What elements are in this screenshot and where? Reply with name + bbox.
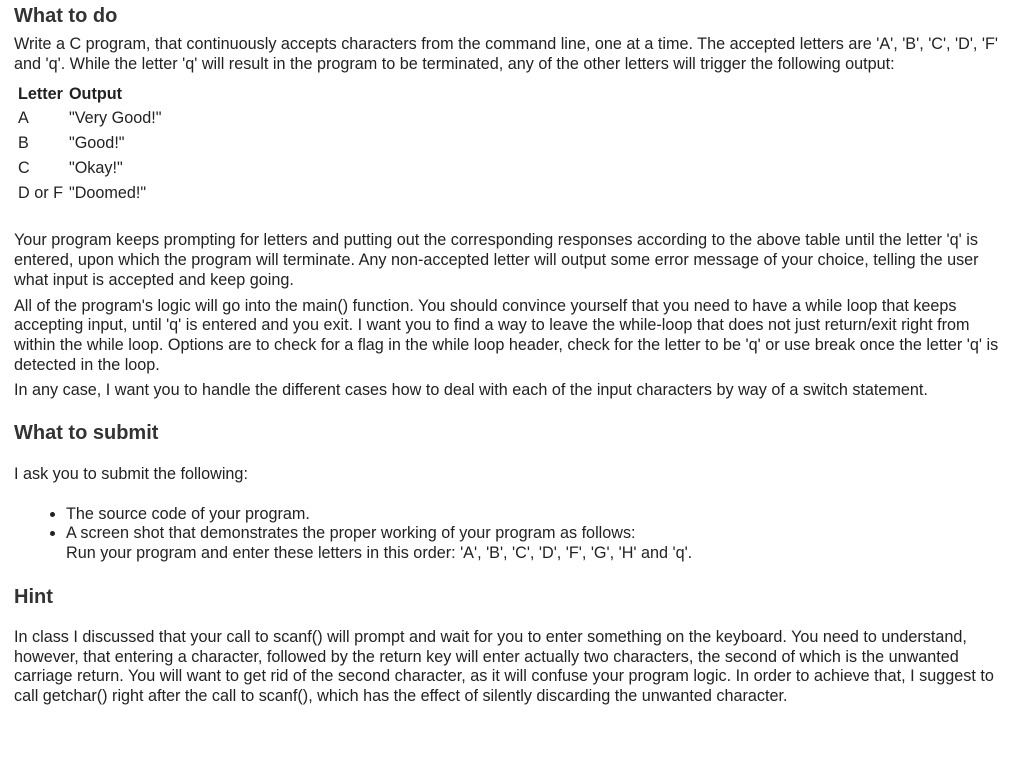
submit-intro-paragraph: I ask you to submit the following:: [14, 465, 248, 484]
submit-list: [14, 505, 1010, 564]
table-row: [16, 181, 163, 206]
table-cell-output: "Okay!": [68, 159, 123, 178]
table-row: [16, 106, 163, 131]
list-item-text: The source code of your program.: [66, 504, 310, 523]
table-cell-letter: C: [18, 159, 30, 178]
heading-what-to-submit: What to submit: [14, 422, 159, 445]
list-item-text: A screen shot that demonstrates the proper working of your program as follows:: [66, 524, 636, 543]
table-cell-output: "Good!": [68, 134, 125, 153]
letter-output-table: [16, 82, 163, 206]
intro-paragraph: Write a C program, that continuously accepts characters from the command line, one at a time. The accepted letters are 'A', 'B', 'C', 'D', 'F' and 'q'. While the letter 'q' will result in the program to be terminated, any of the other letters will trigger the following output:: [14, 35, 998, 73]
list-item: [66, 505, 1010, 525]
hint-paragraph: In class I discussed that your call to scanf() will prompt and wait for you to enter something on the keyboard. You need to understand, however, that entering a character, followed by the return key will enter actually two characters, the second of which is the unwanted carriage return. You will want to get rid of the second character, as it will confuse your program logic. In order to achieve that, I suggest to call getchar() right after the call to scanf(), which has the effect of silently discarding the unwanted character.: [14, 627, 994, 705]
heading-what-to-do: What to do: [14, 5, 118, 27]
list-item: [66, 524, 1010, 563]
heading-hint: Hint: [14, 585, 53, 608]
paragraph-switch-statement: In any case, I want you to handle the different cases how to deal with each of the input characters by way of a switch statement.: [14, 381, 928, 400]
table-cell-letter: B: [18, 134, 29, 153]
table-cell-letter: D or F: [18, 184, 63, 203]
table-row: [16, 131, 163, 156]
paragraph-program-loop: Your program keeps prompting for letters and putting out the corresponding responses according to the above table until the letter 'q' is entered, upon which the program will terminate. Any non-accepted letter will output some error message of your choice, telling the user what input is accepted and keep going.: [14, 231, 979, 289]
list-item-subtext: Run your program and enter these letters in this order: 'A', 'B', 'C', 'D', 'F', 'G', 'H' and 'q'.: [66, 544, 693, 563]
table-cell-letter: A: [18, 109, 29, 128]
table-cell-output: "Very Good!": [68, 109, 162, 128]
table-header-row: [16, 82, 163, 106]
table-cell-output: "Doomed!": [68, 184, 147, 203]
column-header-letter: Letter: [18, 85, 63, 104]
paragraph-program-logic: All of the program's logic will go into the main() function. You should convince yourself that you need to have a while loop that keeps accepting input, until 'q' is entered and you exit. I want you to find a way to leave the while-loop that does not just return/exit right from within the while loop. Options are to check for a flag in the while loop header, check for the letter to be 'q' or use break once the letter 'q' is detected in the loop.: [14, 296, 999, 374]
column-header-output: Output: [68, 85, 123, 104]
table-row: [16, 156, 163, 181]
